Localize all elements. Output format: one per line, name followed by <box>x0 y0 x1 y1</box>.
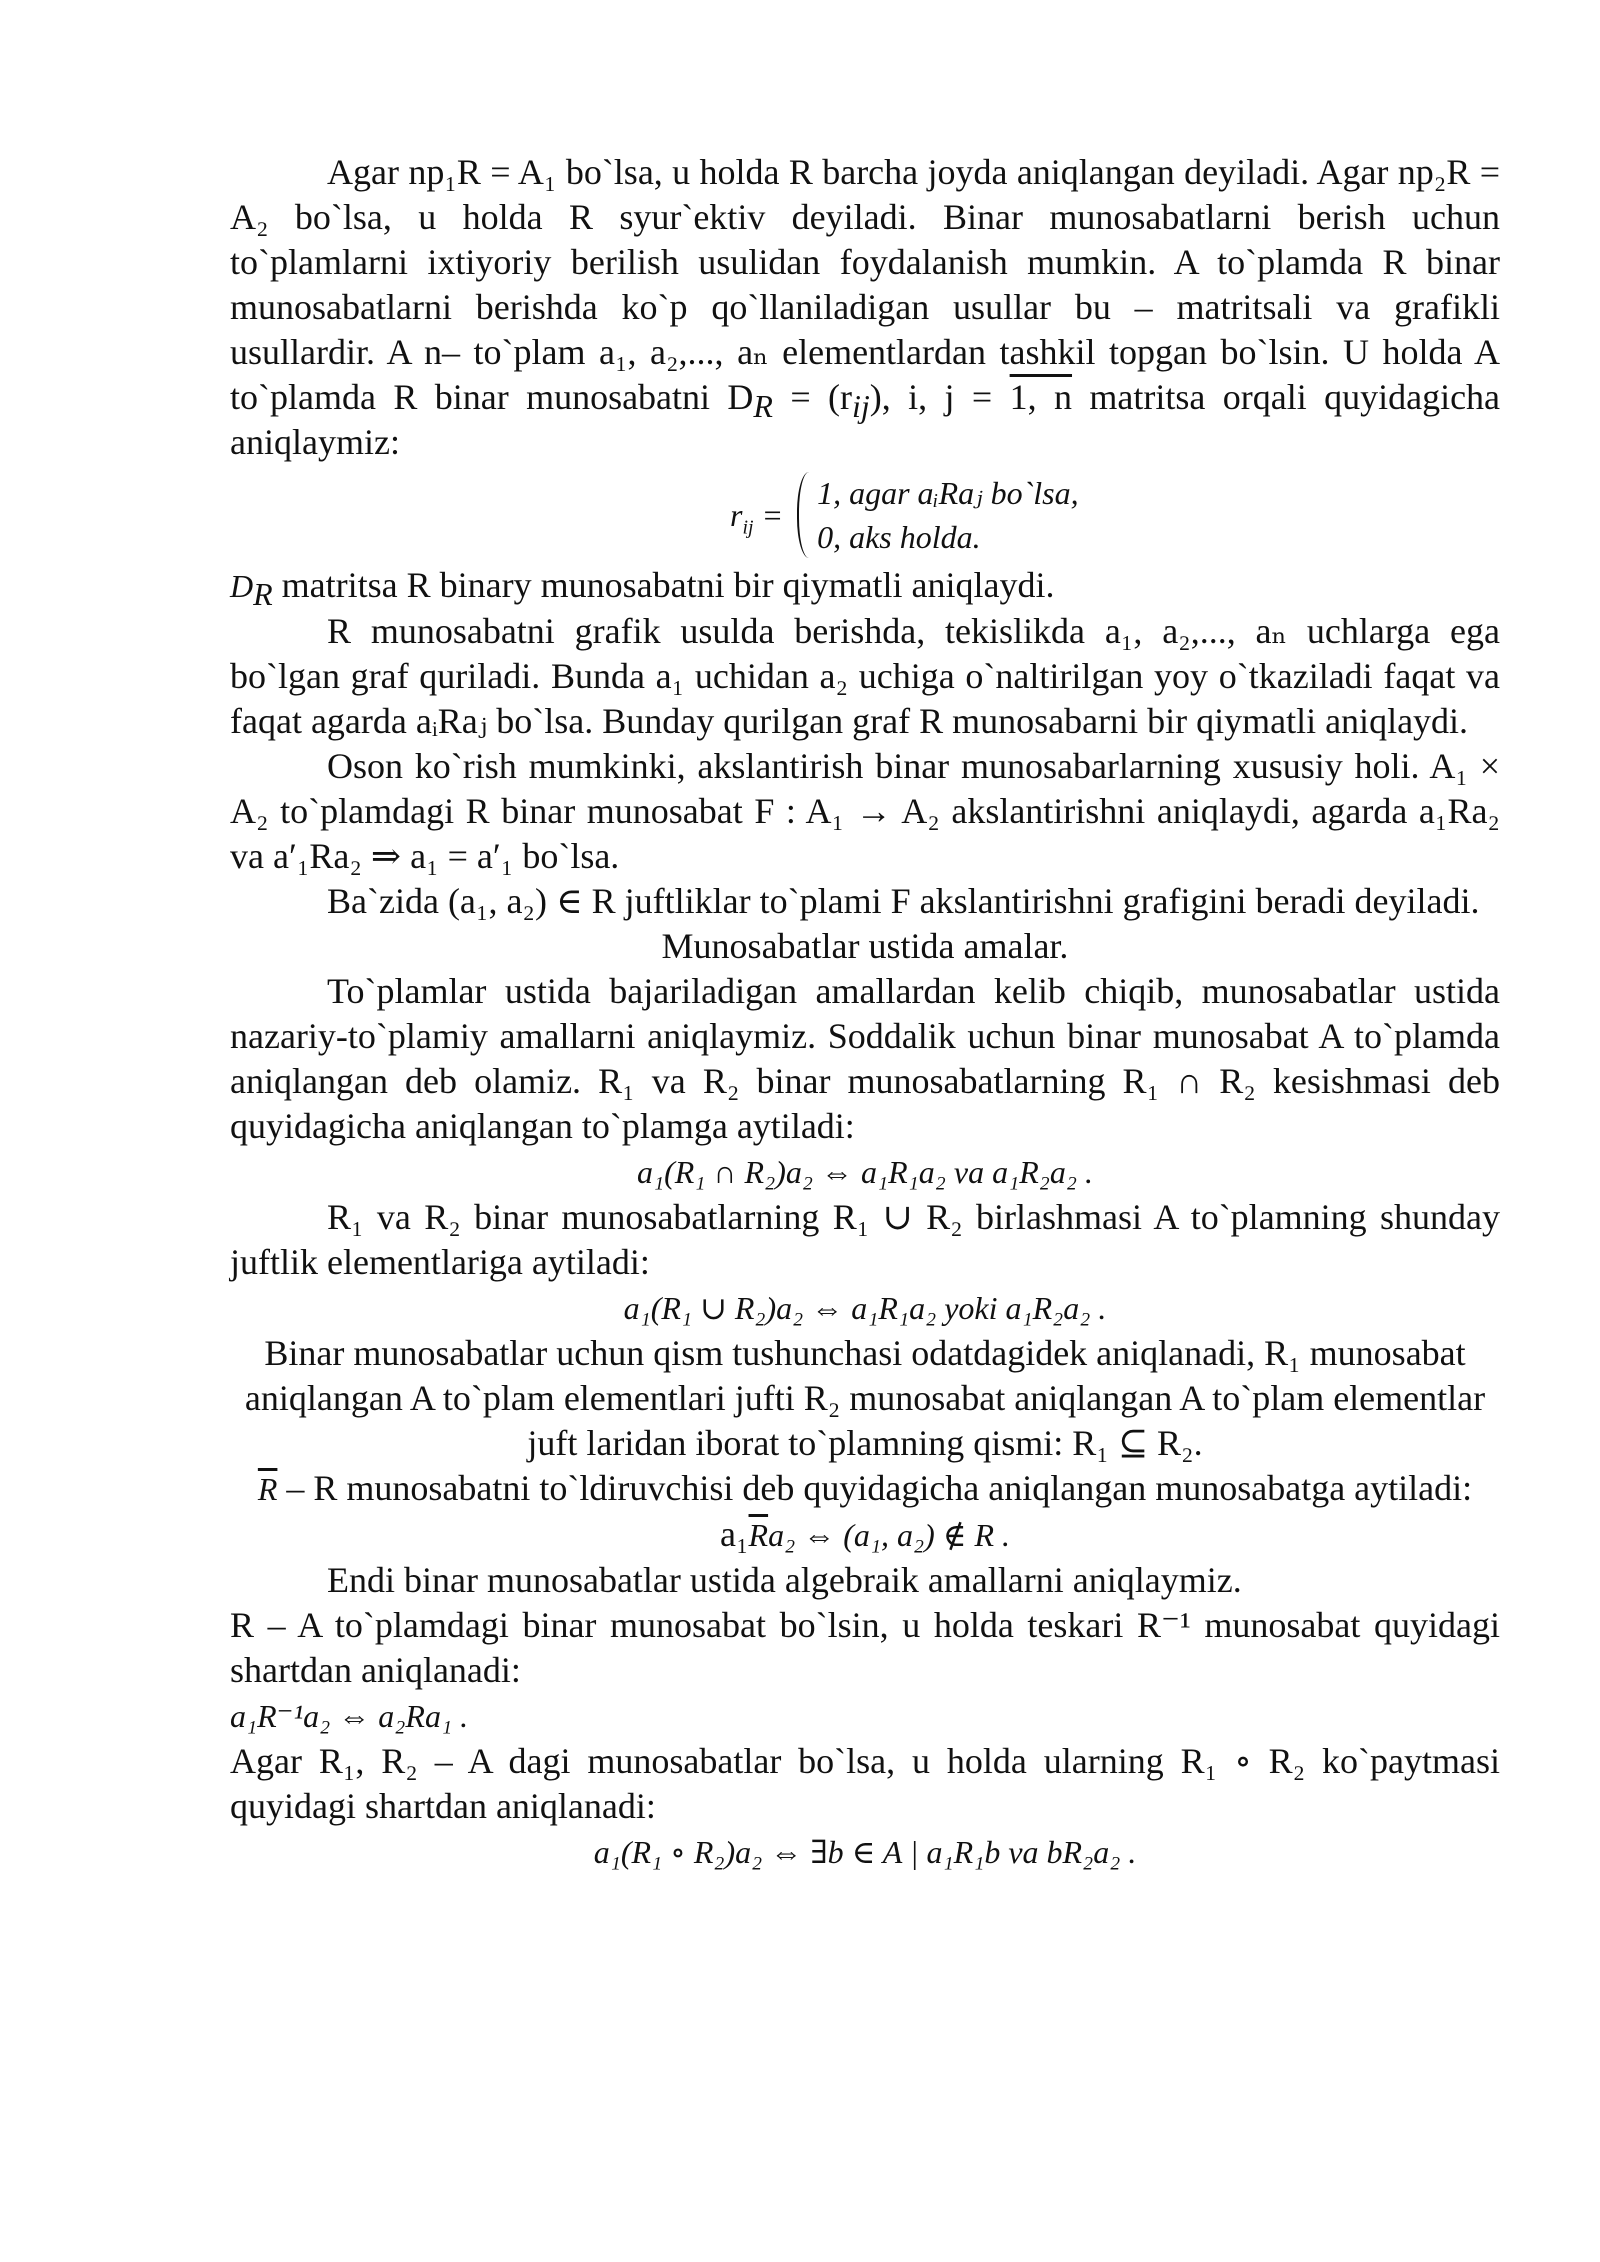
symbol-D: D <box>230 568 254 604</box>
paragraph-composition: Agar R₁, R₂ – A dagi munosabatlar bo`lsa, u holda ularning R₁ ∘ R₂ ko`paytmasi quyidagi shartdan aniqlanadi: <box>230 1741 1500 1826</box>
paragraph-graph-of-mapping: Ba`zida (a₁, a₂) ∈ R juftliklar to`plami F akslantirishni grafigini beradi deyiladi. <box>327 881 1480 921</box>
case-row-1: 1, agar aᵢRaⱼ bo`lsa, <box>817 475 1079 511</box>
formula-intersection: a₁(R₁ ∩ R₂)a₂ ⇔ a₁R₁a₂ va a₁R₂a₂ . <box>636 1154 1094 1190</box>
symbol-R-bar: $\overline{R}$ <box>257 1471 278 1507</box>
formula-composition: a₁(R₁ ∘ R₂)a₂ ⇔ ∃b ∈ A | a₁R₁b va bR₂a₂ . <box>593 1834 1137 1870</box>
formula-inverse: a₁R⁻¹a₂ ⇔ a₂Ra₁ . <box>230 1698 469 1734</box>
text-l1b: = (r <box>772 377 853 417</box>
paragraph-inverse: R – A to`plamdagi binar munosabat bo`lsin, u holda teskari R⁻¹ munosabat quyidagi shartdan aniqlanadi: <box>230 1605 1500 1690</box>
text-l9b: – R munosabatni to`ldiruvchisi deb quyidagicha aniqlangan munosabatga aytiladi: a₁ <box>277 1468 1473 1554</box>
paragraph-intersection: To`plamlar ustida bajariladigan amallardan kelib chiqib, munosabatlar ustida nazariy-to`plamiy amallarni aniqlaymiz. Soddalik uchun binar munosabat A to`plamda aniqlangan deb olamiz. R₁ va R₂ binar munosabatlarning R₁ ∩ R₂ kesishmasi deb quyidagicha aniqlangan to`plamga aytiladi: <box>230 971 1500 1146</box>
formula-union: a₁(R₁ ∪ R₂)a₂ ⇔ a₁R₁a₂ yoki a₁R₂a₂ . <box>623 1290 1107 1326</box>
range-1-n: 1, n <box>1009 377 1073 417</box>
symbol-R-bar-2: $\overline{R}$ <box>748 1517 769 1553</box>
matrix-element-definition <box>730 471 1500 559</box>
left-brace <box>797 472 811 558</box>
paragraph-union: R₁ va R₂ binar munosabatlarning R₁ ∪ R₂ birlashmasi A to`plamning shunday juftlik elementlariga aytiladi: <box>230 1197 1500 1282</box>
text-l1c: ), i, j = <box>869 377 1010 417</box>
text-l1: Agar np₁R = A₁ bo`lsa, u holda R barcha joyda aniqlangan deyiladi. Agar np₂R = A₂ bo`lsa, u holda R syur`ektiv deyiladi. Binar munosabatlarni berish uchun to`plamlarni ixtiyoriy berilish usulidan foydalanish mumkin. A to`plamda R binar munosabatlarni berishda ko`p qo`llaniladigan usullar bu – matritsali va grafikli usullardir. A n– to`plam a₁, a₂,..., aₙ elementlardan tashkil topgan bo`lsin. U holda A to`plamda R binar munosabatni D <box>230 152 1500 417</box>
text-l1e: matritsa orqali quyidagicha aniqlaymiz: <box>230 377 1501 462</box>
paragraph-definitions <box>230 150 1500 465</box>
paragraph-algebraic: Endi binar munosabatlar ustida algebraik amallarni aniqlaymiz. <box>327 1560 1242 1600</box>
paragraph-complement <box>230 1466 1500 1558</box>
case-row-2: 0, aks holda. <box>817 519 981 555</box>
text-l2: matritsa R binary munosabatni bir qiymatli aniqlaydi. <box>272 565 1055 605</box>
subscript-ij: ij <box>852 388 870 425</box>
paragraph-graph: R munosabatni grafik usulda berishda, tekislikda a₁, a₂,..., aₙ uchlarga ega bo`lgan graf quriladi. Bunda a₁ uchidan a₂ uchiga o`naltirilgan yoy o`tkaziladi faqat va faqat agarda aᵢRaⱼ bo`lsa. Bunday qurilgan graf R munosabarni bir qiymatli aniqlaydi. <box>230 611 1500 741</box>
paragraph-matrix <box>230 563 1500 613</box>
text-l9d: a₂ ⇔ (a₁, a₂) ∉ R . <box>768 1517 1010 1553</box>
case-lhs: $r_{ij}$ = <box>730 496 784 538</box>
subscript-R-2: R <box>253 576 273 613</box>
paragraph-subset: Binar munosabatlar uchun qism tushunchasi odatdagidek aniqlanadi, R₁ munosabat aniqlangan A to`plam elementlari jufti R₂ munosabat aniqlangan A to`plam elementlar juft laridan iborat to`plamning qismi: R₁ ⊆ R₂. <box>244 1333 1486 1463</box>
paragraph-mapping: Oson ko`rish mumkinki, akslantirish binar munosabarlarning xususiy holi. A₁ × A₂ to`plamdagi R binar munosabat F : A₁ → A₂ akslantirishni aniqlaydi, agarda a₁Ra₂ va a′₁Ra₂ ⇒ a₁ = a′₁ bo`lsa. <box>230 746 1500 876</box>
section-heading: Munosabatlar ustida amalar. <box>661 926 1069 966</box>
subscript-R: R <box>753 388 773 425</box>
